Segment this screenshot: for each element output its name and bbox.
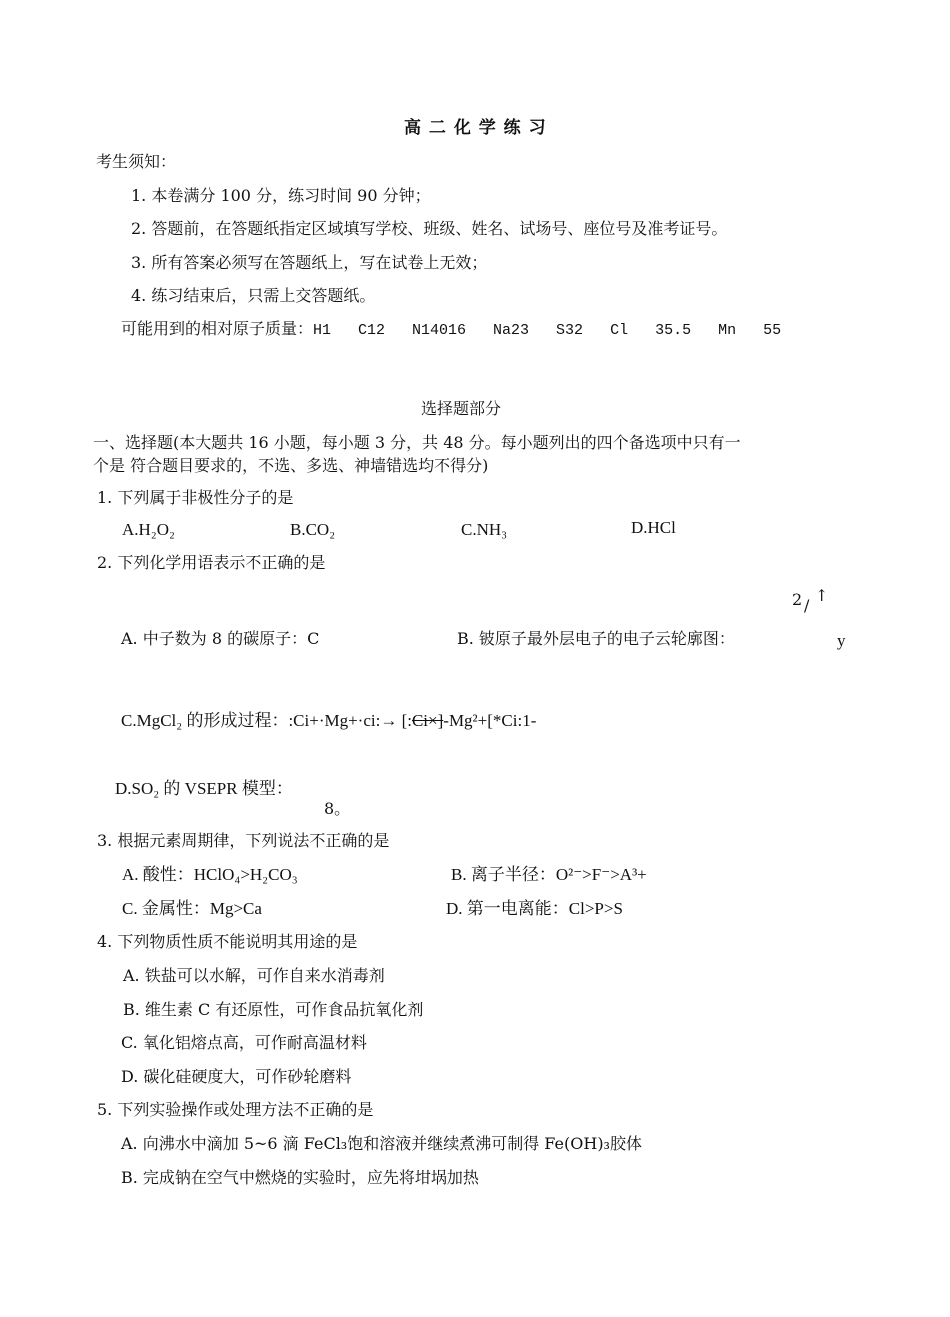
- page-title: 高 二 化 学 练 习: [404, 118, 547, 138]
- q2-option-c-suffix: -Mg²+[*Ci:1-: [443, 711, 537, 730]
- atomic-mass-values: H1 C12 N14016 Na23 S32 Cl 35.5 Mn 55: [313, 322, 782, 339]
- notice-item-3: 3. 所有答案必须写在答题纸上，写在试卷上无效；: [131, 253, 488, 272]
- q2-option-c: [121, 710, 536, 732]
- q5-option-a: A. 向沸水中滴加 5~6 滴 FeCl₃饱和溶液并继续煮沸可制得 Fe(OH)₃胶体: [121, 1134, 642, 1153]
- q3-stem: 3. 根据元素周期律，下列说法不正确的是: [97, 831, 390, 850]
- notice-heading: 考生须知：: [96, 152, 177, 171]
- q2-option-c-struck: Ci×]: [411, 711, 444, 730]
- notice-item-4: 4. 练习结束后，只需上交答题纸。: [131, 286, 376, 305]
- q2-option-a: A. 中子数为 8 的碳原子：C: [121, 629, 320, 648]
- q1-option-a: A.H₂O₂: [122, 520, 175, 539]
- q2-option-c-prefix: C.MgCl₂ 的形成过程：:Ci+·Mg+·ci:→ [:: [121, 711, 412, 730]
- atomic-mass-label: 可能用到的相对原子质量：: [121, 319, 314, 338]
- section-intro-line1: 一、选择题(本大题共 16 小题，每小题 3 分，共 48 分。每小题列出的四个备选项中只有一: [93, 433, 741, 452]
- q2-option-b-axis-y: y: [837, 631, 846, 650]
- atomic-mass-line: [121, 318, 781, 342]
- q4-stem: 4. 下列物质性质不能说明其用途的是: [97, 932, 358, 951]
- notice-item-1: 1. 本卷满分 100 分，练习时间 90 分钟；: [131, 186, 431, 205]
- q3-option-c: C. 金属性：Mg>Ca: [122, 899, 262, 918]
- q5-stem: 5. 下列实验操作或处理方法不正确的是: [97, 1100, 374, 1119]
- notice-item-2: 2. 答题前，在答题纸指定区域填写学校、班级、姓名、试场号、座位号及准考证号。: [131, 219, 728, 238]
- q4-option-b: B. 维生素 C 有还原性，可作食品抗氧化剂: [123, 1000, 424, 1019]
- q4-option-d: D. 碳化硅硬度大，可作砂轮磨料: [121, 1067, 352, 1086]
- q1-option-d: D.HCl: [631, 518, 676, 537]
- section-intro-line2: 个是 符合题目要求的，不选、多选、神墙错选均不得分): [93, 456, 489, 475]
- section-title: 选择题部分: [421, 399, 502, 418]
- q4-option-c: C. 氧化铝熔点高，可作耐高温材料: [121, 1033, 367, 1052]
- q1-stem: 1. 下列属于非极性分子的是: [97, 488, 294, 507]
- up-arrow-icon: ↑: [815, 586, 829, 605]
- q1-option-b: B.CO₂: [290, 520, 336, 539]
- q2-stem: 2. 下列化学用语表示不正确的是: [97, 553, 326, 572]
- q2-axis-slash: /: [804, 596, 810, 615]
- q3-option-a: A. 酸性：HClO₄>H₂CO₃: [122, 865, 298, 884]
- q4-option-a: A. 铁盐可以水解，可作自来水消毒剂: [123, 966, 385, 985]
- q2-option-d: D.SO₂ 的 VSEPR 模型：: [115, 779, 293, 798]
- q2-option-b: B. 铍原子最外层电子的电子云轮廓图：: [457, 629, 735, 648]
- q3-option-d: D. 第一电离能：Cl>P>S: [446, 899, 623, 918]
- q1-option-c: C.NH₃: [461, 520, 508, 539]
- q2-axis-label-2: 2: [792, 590, 803, 609]
- q3-option-b: B. 离子半径：O²⁻>F⁻>A³+: [451, 865, 647, 884]
- q2-option-d-sub: 8。: [324, 799, 351, 818]
- q5-option-b: B. 完成钠在空气中燃烧的实验时，应先将坩埚加热: [121, 1168, 479, 1187]
